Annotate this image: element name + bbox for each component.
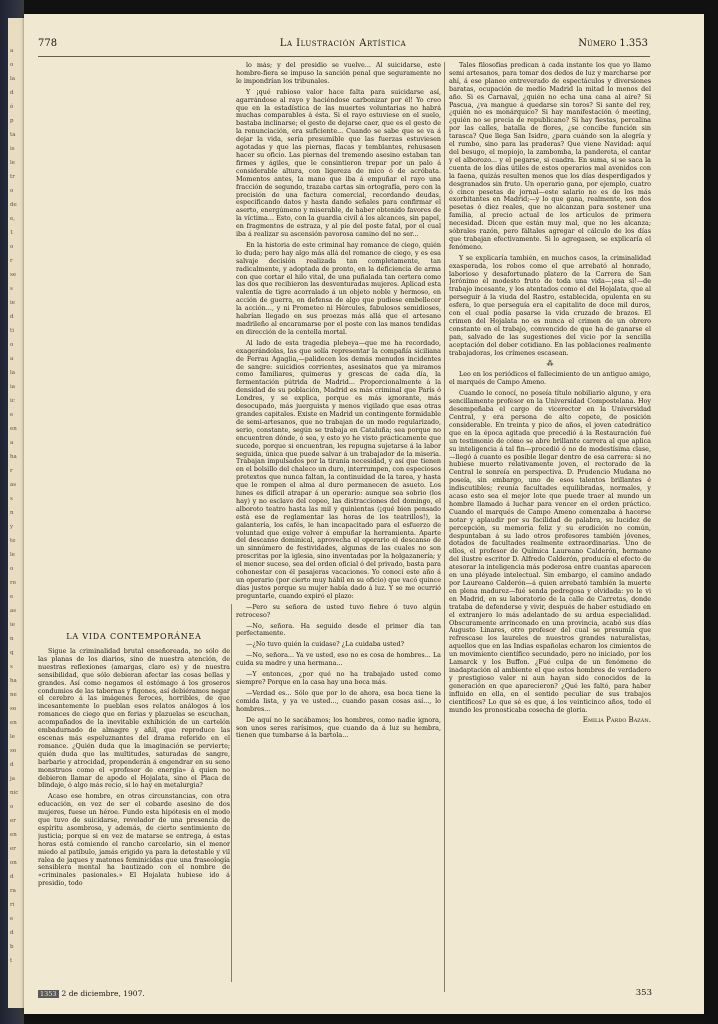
magazine-page <box>24 14 704 1014</box>
header-rule <box>38 56 650 57</box>
previous-page-text-fragment: ia <box>10 384 16 390</box>
previous-page-text-fragment: e <box>10 594 14 600</box>
paragraph: —Verdad es... Sólo que por lo de ahora, esa boca tiene la comida lista, y ya ve usted..., cuando pasan cosas así..., lo hombres... <box>236 688 441 713</box>
column-2 <box>236 62 441 998</box>
paragraph: Al lado de esta tragedia plebeya—que me ha recordado, exagerándolas, las que solía representar la compañía siciliana de Ferrau Agaglia,—palidecen los demás menudos incidentes de sangre: suicidios corrientes, asesinatos que ya miramos como familiares, quimeras y grescas de cada día, la fermentación pútrida de Madrid... Proporcionalmente á la densidad de su población, Madrid es más criminal que París ó Londres, y se explica, porque es más ignorante, más desocupado, más juerguista y menos vigilado que esas otras grandes capitales. Existe en Madrid un contingente formidable de semi-artesanos, que no trabajan de un modo regularizado, serio, constante, según se trabaja en Cataluña; sea porque no encuentren dónde, ó sea, y esto yo he visto prácticamente que sucede, porque si encuentran, les repugna sujetarse á la labor seguida, única que puede salvar á un trabajador de la miseria. Trabajan impulsados por la tiranía necesidad, y así que tienen en el bolsillo del chaleco un duro, interrumpen, con especiosos pretextos que nunca faltan, la continuidad de la tarea, y hasta que le rompen el alma al duro permanecen de asueto. Los lunes es difícil atrapar á un operario: aunque sea sobrio (los hay) y no esclavo del copeo, las distracciones del domingo, el alboroto teatro hasta las mil y quinientas (¡qué bien pensado está ese de reglamentar las horas de los teatrillos!), la galantería, los cafés, le han incapacitado para el esfuerzo de voluntad que exige volver á empuñar la herramienta. Aparte del descanso dominical, aprovecha el operario el descanso de un sinnúmero de festividades, algunas de las cuales no son prescritas por la iglesia, sino inventadas por la holgazanería; y el menor suceso, sea del orden oficial ó del privado, basta para cohonestar con él pasajeras vacaciones. Yo conocí este año á un operario (por cierto muy hábil en su oficio) que vacó quince días justos porque su mujer había dado á luz. Y se me ocurrió preguntarle, cuando expiró el plazo: <box>236 338 441 600</box>
previous-page-text-fragment: p <box>10 118 14 124</box>
author-signature: Emilia Pardo Bazán. <box>582 716 651 725</box>
previous-page-text-fragment: ie <box>10 622 16 628</box>
previous-page-text-fragment: en <box>10 832 17 838</box>
previous-page-text-fragment: n <box>10 636 14 642</box>
page-header <box>38 38 648 54</box>
previous-page-text-fragment: a <box>10 48 14 54</box>
previous-page-text-fragment: d <box>10 762 14 768</box>
previous-page-text-fragment: is <box>10 146 15 152</box>
previous-page-text-fragment: s <box>10 286 13 292</box>
column-3 <box>449 62 651 998</box>
previous-page-text-fragment: ra <box>10 888 16 894</box>
previous-page-text-fragment: ti <box>10 328 14 334</box>
paragraph: —Y entonces, ¿por qué no ha trabajado usted como siempre? Porque en la casa hay una boca más. <box>236 670 441 686</box>
previous-page-text-fragment: le <box>10 734 16 740</box>
paragraph: —No, señora... Ya ve usted, eso no es cosa de hombres... La cuida su madre y una hermana... <box>236 651 441 668</box>
previous-page-text-fragment: ha <box>10 454 17 460</box>
paragraph: Acaso ese hombre, en otras circunstancias, con otra educación, en vez de ser el cobarde asesino de dos mujeres, fuese un héroe. Fundo esta hipótesis en el modo que tuvo de suicidarse, revelador de una presencia de espíritu asombrosa, y además, de cierto sentimiento de justicia; porque si en vez de matarse se entrega, á estas horas está comiendo el rancho carcelario, sin el menor miedo al patíbulo, jamás erigido ya para la detestable y vil ralea de jaques y matones feminicidas que una fraseología sensiblera mental ha bautizado con el nombre de «criminales pasionales.» El Hojalata hubiese ido á presidio, todo <box>38 792 230 888</box>
previous-page-text-fragment: le <box>10 552 16 558</box>
paragraph: —¿No tuvo quién la cuidase? ¿La cuidaba usted? <box>246 640 405 649</box>
previous-page-text-fragment: n <box>10 510 14 516</box>
previous-page-text-fragment: 1 <box>10 230 14 236</box>
previous-page-text-fragment: ro <box>10 580 16 586</box>
paragraph: lo más; y del presidio se vuelve... Al suicidarse, este hombre-fiera se impuso la sanción penal que seguramente no le impondrían los tribunales. <box>236 62 441 85</box>
previous-page-text-fragment: nic <box>10 790 19 796</box>
footer-page-number: 353 <box>635 988 652 998</box>
previous-page-text-fragment: la <box>10 76 16 82</box>
previous-page-text-fragment: t <box>10 958 13 964</box>
previous-page-text-fragment: ja <box>10 776 15 782</box>
previous-page-text-fragment: o <box>10 62 14 68</box>
previous-page-text-fragment: er <box>10 818 16 824</box>
previous-page-text-fragment: er <box>10 846 16 852</box>
previous-page-text-fragment: de <box>10 202 17 208</box>
paragraph: Leo en los periódicos el fallecimiento de un antiguo amigo, el marqués de Campo Ameno. <box>449 370 651 387</box>
previous-page-text-fragment: e, <box>10 216 16 222</box>
previous-page-text-fragment: a <box>10 356 14 362</box>
paragraph: —No, señora. Ha seguido desde el primer día tan perfectamente. <box>236 621 441 638</box>
previous-page-text-fragment: ha <box>10 678 17 684</box>
previous-page-text-fragment: s <box>10 496 13 502</box>
paragraph: Sigue la criminalidad brutal enseñoreada, no sólo de las planas de los diarios, sino de nuestra atención, de nuestras reflexiones (amargas, claro es) y de nuestra sensibilidad, que sólo debieran afectar las cosas bellas y grandes. Así como negamos el estómago á los groseros condumios de las tabernas y figones, así debiéramos negar el cerebro á las imágenes feroces, horribles, de que incesantemente lo pueblan esos relatos análogos á los romances de ciego que en ferias y plazuelas se escuchan, acompañados de la inevitable exhibición de un cartelón embadurnado de almagre y añil, que reproduce las escenas más espeluznantes del drama referido en el romance. ¿Quién duda que la imaginación se pervierte; quién duda que las multitudes, saturadas de sangre, barbarie y atrocidad, propenderán á engendrar en su seno monstruos como el «profesor de energía» á quien no debieron llamar de apodo el Hojalata, sino el Placa de blindaje, ó algo más recio, si lo hay en metalurgia? <box>38 648 230 790</box>
previous-page-text-fragment: on <box>10 860 17 866</box>
previous-page-text-fragment: e <box>10 412 14 418</box>
previous-page-text-fragment: ó <box>10 104 14 110</box>
previous-page-text-fragment: d <box>10 930 14 936</box>
column-divider <box>231 604 232 982</box>
section-separator-stars: ⁂ <box>546 359 554 368</box>
previous-page-text-fragment: ta <box>10 132 16 138</box>
previous-page-text-fragment: te <box>10 538 16 544</box>
column-divider <box>444 62 445 992</box>
paragraph: En la historia de este criminal hay romance de ciego, quién lo duda; pero hay algo más allá del romance de ciego, y es esa salvaje decisión realizada tan completamente, tan radicalmente, y adoptada de pronto, en la deficiencia de arma con que cortar el hilo vital, de una puñalada tan certera como las dos que recibieron las desventuradas mujeres. Aplicad esta valentía de tigre acorralado á un objeto noble y hermoso, en acción de guerra, en defensa de algo que pudiese embellecer la acción..., y ni Prometeo ni Hércules, fabulosos semidioses, habrían llegado en sus proezas más allá que el artesano madrileño al encaramarse por el poste con las manos tendidas en dirección de la centella mortal. <box>236 240 441 336</box>
previous-page-text-fragment: d <box>10 874 14 880</box>
previous-page-text-fragment: la <box>10 370 16 376</box>
previous-page-text-fragment: le <box>10 160 16 166</box>
previous-page-text-fragment: en <box>10 720 17 726</box>
previous-page-text-fragment: ic <box>10 398 15 404</box>
header-title: La Ilustración Artística <box>279 38 407 49</box>
previous-page-text-fragment: o <box>10 188 14 194</box>
paragraph: Tales filosofías predican á cada instante los que yo llamo semi artesanos, para tomar dos dedos de luz y marcharse por ahí, á ese planeo entreverado de espectáculos y diversiones baratas, ocupación de medio Madrid la mitad lo menos del año. Si es Carnaval, ¿quién no echa una cana al aire? Si Pascua, ¿va mangue á quedarse sin toros? Si sante del rey, ¿quién no es monárquico? Si hay manifestación ó meeting, ¿quién no se precia de republicano? Si hay fiestas, percalina por las calles, batalla de flores, ¿se concibe función sin tarasca? Que llega San Isidro, ¿para cuándo son la alegría y el rumbo, sino para las praderas? Que viene Navidad: aquí del besugo, el mopiojo, la zambomba, la pandereta, el cantar y el alborozo... y el pegarse, si cuadra. En suma, si se saca la cuenta de los días útiles de estos operarios mal avenidos con la faena, quizás resulten menos que los días desperdigados y desgranados sin fruto. Un operario gana, por ejemplo, cuatro ó cinco pesetas de jornal—este salario no es de los más exorbitantes en Madrid;—y lo que gana, realmente, son dos pesetas ó diez reales, que no alcanzan para sostener una familia, al precio actual de los artículos de primera necesidad. Dicen que están muy mal, que no les alcanza; sóbrales razón, pero fáltales agregar el cálculo de los días que trabajan efectivamente. Si lo agregasen, se explicaría el fenómeno. <box>449 62 651 251</box>
paragraph: Y ¡qué rabioso valor hace falta para suicidarse así, agarrándose al rayo y haciéndose carbonizar por él! Yo creo que en la estadística de las muertes voluntarias no habrá muchas comparables á ésta. Si el rayo estuviese en el suelo, bastaba inclinarse; el gesto de dejarse caer, que es el gesto de la renunciación, era suficiente... Cuando se sabe que se va á dejar la vida, sería presumible que las fuerzas estuviesen agotadas y que las piernas, flacas y temblantes, rehusasen hacer su oficio. Las piernas del tremendo asesino estaban tan firmes y ágiles, que le consintieron trepar por un palo á considerable altura, con ligereza de mico ó de acróbata. Momentos antes, la mano que iba á empuñar el rayo una fracción de segundo, trazaba cartas sin ortografía, pero con la precisión de una factura comercial, recordando deudas, especificando datos y hasta dando señales para confirmar el aserto, energúmeno y miserable, de haber obtenido favores de la víctima... Esto, con la guardia civil á los alcances, sin papel, en fragmentos de estraza, y al pie del poste fatal, por el cual iba á realizar su ascensión pavorosa camino del no ser... <box>236 87 441 239</box>
previous-page-text-fragment: r <box>10 468 13 474</box>
issue-badge: 1353 <box>40 990 57 998</box>
paragraph: —Pero su señora de usted tuvo fiebre ó tuvo algún retroceso? <box>236 602 441 619</box>
paragraph: De aquí no le sacábamos; los hombres, como nadie ignora, son unos seres rarísimos, que cuando da á luz su hembra, tienen que tumbarse á la bartola... <box>236 715 441 740</box>
previous-page-text-fragment: d <box>10 314 14 320</box>
previous-page-text-fragment: o <box>10 804 14 810</box>
header-issue-number: Número 1.353 <box>578 38 648 49</box>
footer-date-text: 2 de diciembre, 1907. <box>61 989 145 998</box>
previous-page-text-fragment: as <box>10 482 17 488</box>
previous-page-text-fragment: se <box>10 272 17 278</box>
paragraph: Cuando le conocí, no poseía título nobiliario alguno, y era sencillamente profesor en la Universidad Compostelana. Hoy desempeñaba el cargo de vicerector en la Universidad Central, y era persona de alto copete, de posición considerable. En treinta y pico de años, el joven catedrático que en la época agitada que precedió á la Restauración fué un testimonio de cómo se abre brillante carrera al que aplica su inteligencia á tal fin—procedió ó no de modestísima clase,—llegó á cuanto es posible llegar dentro de esa carrera: si no hubiese muerto relativamente joven, el rectorado de la Central le sonreía en perspectiva. D. Prudencio Mudana no poseía, sin embargo, uno de esos talentos brillantes é indiscutibles; reunía facultades equilibradas, normales, y acaso esto sea el mejor lote que puede traer al mundo un hombre llamado á luchar para vencer en el orden práctico. Cuando el marqués de Campo Ameno comenzaba á hacerse notar y aplaudir por su facilidad de palabra, su lucidez de percepción, su memoria feliz y su erudición no común, despuntaban á su lado otros profesores también jóvenes, dotados de facultades realmente extraordinarias. Uno de ellos, el profesor de Química Laureano Calderón, hermano del ilustre escritor D. Alfredo Calderón, producía el efecto de atesorar la inteligencia más poderosa entre cuantas aparecen en una pléyade intelectual. Sin embargo, el camino andado por Laureano Calderón—á quien arrebató también la muerte en plena madurez—fué senda pedregosa y olvidada: yo le vi en Madrid, en su laboratorio de la calle de Carretas, donde trataba de defenderse y vivir, después de haber estudiado en el extranjero lo más adelantado de su ardua especialidad. Obscuramente arrinconado en una provincia, acabó sus días Augusto Linares, otro profesor del cual se presumía que refrescase los laureles de nuestros grandes naturalistas, aquellos que en las Indias españolas echaron los cimientos de un movimiento científico secundado, pero no iniciado, por los Lamarck y los Buffon. ¿Fué culpa de un fenómeno de inadaptación al ambiente el que estos hombres de verdadero y prestigioso valer ni aun hayan sido conocidos de la generación en que aparecieron? ¿Qué les faltó, para haber influido en ella, en el sentido peculiar de sus trabajos científicos? Lo que sé es que, á los veinticinco años, todo el mundo les pronosticaba cosecha de gloria. <box>449 389 651 714</box>
previous-page-text-fragment: a <box>10 440 14 446</box>
previous-page-text-fragment: ie <box>10 300 16 306</box>
previous-page-text-fragment: so <box>10 706 17 712</box>
previous-page-text-fragment: o <box>10 566 14 572</box>
previous-page-text-fragment: o <box>10 244 14 250</box>
paragraph: Y se explicaría también, en muchos casos, la criminalidad exasperada, los robos como el que arrebató al honrado, laborioso y desafortunado platero de la Carrera de San Jerónimo el modesto fruto de toda una vida—¡esa sí!—de trabajo incesante, y los atentados como el del Hojalata, que al perseguir á la viuda del Rastro, establecida, opulenta en su esfera, lo que perseguía era el capitalito de doce mil duros, con el cual podía pasarse la vida cruzado de brazos. El crimen del Hojalata no es nunca el crimen de un obrero constante en el trabajo, convencido de que ha de ganarse el pan, salvado de las sugestiones del vicio por la sencilla aceptación del deber cotidiano. En las poblaciones realmente trabajadoras, los crímenes escasean. <box>449 253 651 357</box>
previous-page-text-fragment: ri <box>10 902 15 908</box>
previous-page-text-fragment: d <box>10 90 14 96</box>
previous-page-text-fragment: y <box>10 524 14 530</box>
previous-page-text-fragment: r <box>10 258 13 264</box>
header-page-number: 778 <box>38 38 58 49</box>
column-1 <box>38 648 230 986</box>
previous-page-text-fragment: s <box>10 664 13 670</box>
previous-page-text-fragment: en <box>10 426 17 432</box>
previous-page-text-fragment: o <box>10 342 14 348</box>
previous-page-text-fragment: e <box>10 916 14 922</box>
previous-page-text-fragment: b <box>10 944 14 950</box>
section-title: LA VIDA CONTEMPORÁNEA <box>66 632 202 641</box>
previous-page-text-fragment: ne <box>10 692 17 698</box>
previous-page-text-fragment: tr <box>10 174 15 180</box>
previous-page-text-fragment: q <box>10 650 14 656</box>
footer-date <box>38 989 145 998</box>
previous-page-text-fragment: as <box>10 608 17 614</box>
previous-page-text-fragment: so <box>10 748 17 754</box>
